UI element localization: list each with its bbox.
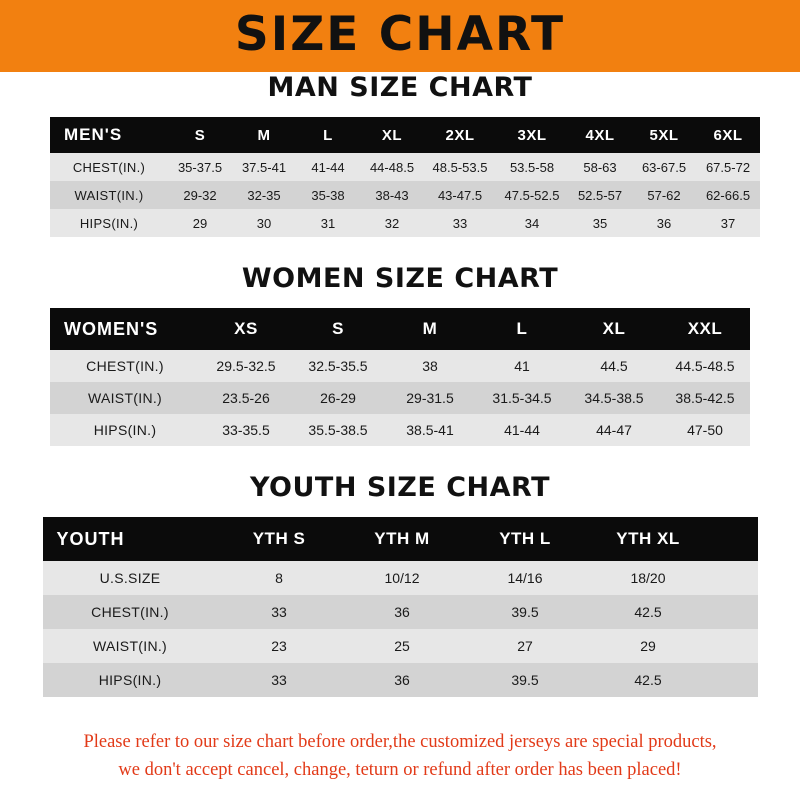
youth-col-header-spacer — [710, 517, 758, 561]
cell: 43-47.5 — [437, 187, 483, 203]
cell: 31 — [320, 215, 336, 231]
cell: 14/16 — [507, 570, 543, 586]
cell: 36 — [656, 215, 672, 231]
men-section-title: MAN SIZE CHART — [267, 72, 533, 103]
youth-size-table-wrap — [43, 517, 758, 697]
table-row — [43, 595, 758, 629]
cell-spacer — [710, 663, 758, 697]
men-header-row — [50, 117, 760, 153]
cell: 37 — [720, 215, 736, 231]
cell-spacer — [710, 629, 758, 663]
men-col-header: 6XL — [713, 126, 743, 144]
women-col-header: XXL — [687, 319, 723, 338]
cell: 25 — [394, 638, 410, 654]
men-col-header: S — [194, 126, 206, 144]
cell: 18/20 — [630, 570, 666, 586]
cell: 38.5-41 — [406, 422, 454, 438]
cell: 39.5 — [511, 672, 539, 688]
cell: 35.5-38.5 — [308, 422, 368, 438]
men-col-header: MEN'S — [64, 125, 123, 144]
cell: 44-47 — [596, 422, 632, 438]
cell: 67.5-72 — [705, 159, 751, 175]
table-row — [50, 209, 760, 237]
cell: 39.5 — [511, 604, 539, 620]
spacer — [0, 237, 800, 263]
youth-table-body — [43, 561, 758, 697]
cell: 62-66.5 — [705, 187, 751, 203]
women-col-header: WOMEN'S — [64, 318, 159, 339]
footnote-line-1: Please refer to our size chart before order,the customized jerseys are special products, — [83, 732, 717, 752]
cell: 33-35.5 — [222, 422, 270, 438]
youth-section-title: YOUTH SIZE CHART — [249, 472, 551, 503]
men-table-head — [50, 117, 760, 153]
row-label: HIPS(IN.) — [93, 422, 157, 438]
women-table-head — [50, 308, 750, 350]
women-size-table — [50, 308, 750, 446]
youth-size-table — [43, 517, 758, 697]
table-row — [50, 153, 760, 181]
men-col-header: M — [257, 126, 271, 144]
cell: 38.5-42.5 — [675, 390, 735, 406]
women-header-row — [50, 308, 750, 350]
youth-col-header: YTH L — [499, 529, 551, 548]
page-title: SIZE CHART — [234, 7, 566, 62]
youth-col-header: YTH XL — [616, 529, 680, 548]
cell: 35-37.5 — [177, 159, 223, 175]
cell: 44.5-48.5 — [675, 358, 735, 374]
cell: 34 — [524, 215, 540, 231]
cell: 32.5-35.5 — [308, 358, 368, 374]
women-col-header: M — [422, 319, 438, 338]
men-col-header: 5XL — [649, 126, 679, 144]
header-banner — [0, 0, 800, 72]
youth-col-header: YTH M — [374, 529, 430, 548]
men-col-header: XL — [381, 126, 403, 144]
cell: 41 — [514, 358, 530, 374]
cell: 29-32 — [183, 187, 217, 203]
row-label: HIPS(IN.) — [79, 215, 139, 231]
chart-content — [0, 72, 800, 697]
table-row — [50, 350, 750, 382]
cell: 42.5 — [634, 672, 662, 688]
men-size-table-wrap — [50, 117, 750, 237]
table-row — [43, 629, 758, 663]
cell: 26-29 — [320, 390, 356, 406]
cell: 58-63 — [583, 159, 617, 175]
cell: 33 — [271, 672, 287, 688]
row-label: HIPS(IN.) — [98, 672, 162, 688]
women-size-table-wrap — [50, 308, 750, 446]
women-col-header: S — [332, 319, 344, 338]
table-row — [50, 414, 750, 446]
cell: 52.5-57 — [577, 187, 623, 203]
cell: 33 — [452, 215, 468, 231]
cell: 63-67.5 — [641, 159, 687, 175]
footnote-line-2: we don't accept cancel, change, teturn or refund after order has been placed! — [118, 760, 682, 780]
cell: 37.5-41 — [241, 159, 287, 175]
spacer — [0, 446, 800, 472]
cell: 8 — [275, 570, 283, 586]
cell: 29 — [640, 638, 656, 654]
cell: 42.5 — [634, 604, 662, 620]
cell: 23.5-26 — [222, 390, 270, 406]
youth-header-row — [43, 517, 758, 561]
row-label: WAIST(IN.) — [92, 638, 168, 654]
row-label: CHEST(IN.) — [91, 604, 169, 620]
cell: 57-62 — [647, 187, 681, 203]
cell: 44-48.5 — [369, 159, 415, 175]
row-label: WAIST(IN.) — [74, 187, 144, 203]
cell: 41-44 — [504, 422, 540, 438]
footnote — [0, 728, 800, 784]
cell: 38 — [422, 358, 438, 374]
table-row — [50, 181, 760, 209]
cell: 38-43 — [375, 187, 409, 203]
women-table-body — [50, 350, 750, 446]
row-label: WAIST(IN.) — [87, 390, 163, 406]
cell: 27 — [517, 638, 533, 654]
table-row — [50, 382, 750, 414]
men-col-header: 2XL — [445, 126, 475, 144]
cell: 30 — [256, 215, 272, 231]
row-label: U.S.SIZE — [99, 570, 161, 586]
cell: 32 — [384, 215, 400, 231]
cell: 33 — [271, 604, 287, 620]
cell: 35 — [592, 215, 608, 231]
cell: 29-31.5 — [406, 390, 454, 406]
cell: 32-35 — [247, 187, 281, 203]
row-label: CHEST(IN.) — [86, 358, 164, 374]
cell: 23 — [271, 638, 287, 654]
cell: 35-38 — [311, 187, 345, 203]
cell: 53.5-58 — [509, 159, 555, 175]
cell: 47.5-52.5 — [504, 187, 560, 203]
cell: 29.5-32.5 — [216, 358, 276, 374]
row-label: CHEST(IN.) — [72, 159, 146, 175]
men-col-header: L — [323, 126, 333, 144]
cell-spacer — [710, 595, 758, 629]
women-col-header: L — [516, 319, 528, 338]
cell: 36 — [394, 672, 410, 688]
table-row — [43, 663, 758, 697]
cell: 31.5-34.5 — [492, 390, 552, 406]
cell: 44.5 — [600, 358, 628, 374]
youth-table-head — [43, 517, 758, 561]
men-size-table — [50, 117, 760, 237]
men-col-header: 4XL — [585, 126, 615, 144]
table-row — [43, 561, 758, 595]
cell: 10/12 — [384, 570, 420, 586]
cell: 29 — [192, 215, 208, 231]
men-table-body — [50, 153, 760, 237]
cell: 41-44 — [311, 159, 345, 175]
cell: 48.5-53.5 — [432, 159, 488, 175]
youth-col-header: YTH S — [252, 529, 306, 548]
cell: 36 — [394, 604, 410, 620]
women-col-header: XL — [602, 319, 626, 338]
cell-spacer — [710, 561, 758, 595]
women-col-header: XS — [234, 319, 258, 338]
men-col-header: 3XL — [517, 126, 547, 144]
cell: 47-50 — [687, 422, 723, 438]
youth-col-header: YOUTH — [56, 528, 125, 549]
women-section-title: WOMEN SIZE CHART — [241, 263, 559, 294]
cell: 34.5-38.5 — [584, 390, 644, 406]
